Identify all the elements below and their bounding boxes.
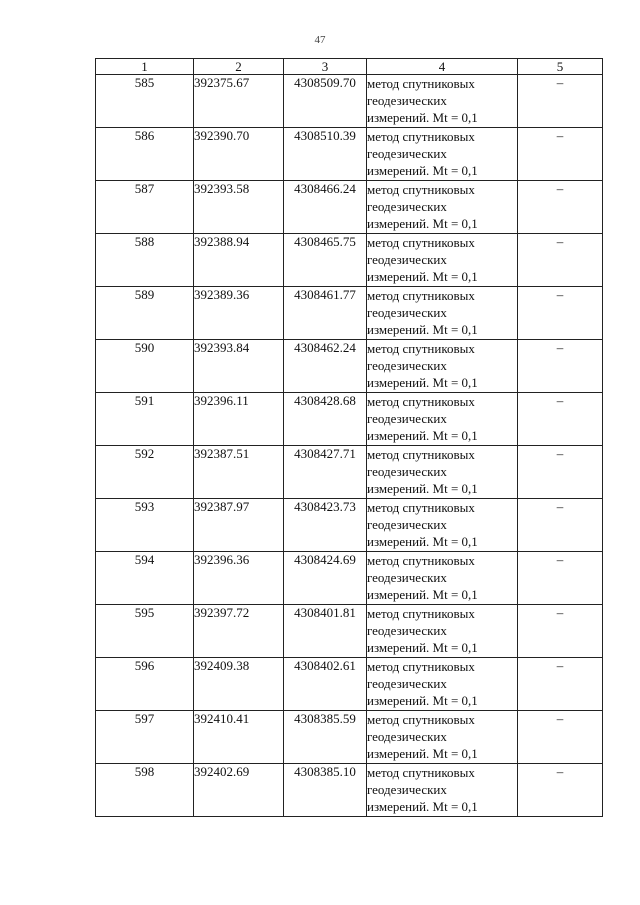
method-cell [367,340,518,393]
point-number: 597 [96,711,194,764]
method-line-2: геодезических [367,676,447,691]
point-number: 588 [96,234,194,287]
method-cell [367,181,518,234]
method-line-1: метод спутниковых [367,765,475,780]
point-number: 593 [96,499,194,552]
table-row [96,287,603,340]
point-number: 587 [96,181,194,234]
method-cell [367,446,518,499]
table-row [96,658,603,711]
note-cell: – [518,499,603,552]
note-cell: – [518,658,603,711]
method-cell [367,75,518,128]
method-line-3: измерений. Mt = 0,1 [367,693,478,708]
method-line-2: геодезических [367,199,447,214]
method-line-3: измерений. Mt = 0,1 [367,587,478,602]
coordinate-x: 392387.97 [194,499,284,552]
coordinate-x: 392388.94 [194,234,284,287]
coordinate-y: 4308427.71 [284,446,367,499]
page-number: 47 [314,34,326,46]
coordinate-y: 4308423.73 [284,499,367,552]
table-row [96,128,603,181]
method-line-3: измерений. Mt = 0,1 [367,110,478,125]
method-line-2: геодезических [367,305,447,320]
method-line-1: метод спутниковых [367,341,475,356]
method-line-1: метод спутниковых [367,129,475,144]
header-col-1: 1 [96,59,194,75]
table-row [96,764,603,817]
point-number: 591 [96,393,194,446]
method-cell [367,711,518,764]
table-row [96,393,603,446]
method-line-2: геодезических [367,358,447,373]
coordinate-x: 392389.36 [194,287,284,340]
note-cell: – [518,552,603,605]
method-cell [367,658,518,711]
method-line-3: измерений. Mt = 0,1 [367,322,478,337]
table-row [96,75,603,128]
coordinate-y: 4308385.10 [284,764,367,817]
coordinate-y: 4308509.70 [284,75,367,128]
method-line-3: измерений. Mt = 0,1 [367,746,478,761]
method-line-1: метод спутниковых [367,235,475,250]
header-col-3: 3 [284,59,367,75]
coordinate-y: 4308466.24 [284,181,367,234]
note-cell: – [518,764,603,817]
coordinate-y: 4308510.39 [284,128,367,181]
method-line-1: метод спутниковых [367,394,475,409]
coordinate-x: 392409.38 [194,658,284,711]
method-line-1: метод спутниковых [367,606,475,621]
coordinate-x: 392393.58 [194,181,284,234]
method-line-2: геодезических [367,517,447,532]
coordinate-y: 4308385.59 [284,711,367,764]
point-number: 589 [96,287,194,340]
method-line-2: геодезических [367,146,447,161]
method-line-1: метод спутниковых [367,288,475,303]
method-cell [367,499,518,552]
point-number: 598 [96,764,194,817]
header-col-5: 5 [518,59,603,75]
method-line-2: геодезических [367,729,447,744]
method-cell [367,128,518,181]
method-line-2: геодезических [367,411,447,426]
point-number: 596 [96,658,194,711]
table-body [96,75,603,817]
note-cell: – [518,287,603,340]
method-line-3: измерений. Mt = 0,1 [367,269,478,284]
coordinate-y: 4308465.75 [284,234,367,287]
table-row [96,446,603,499]
method-cell [367,552,518,605]
coordinate-y: 4308461.77 [284,287,367,340]
coordinate-y: 4308424.69 [284,552,367,605]
table-row [96,711,603,764]
method-cell [367,287,518,340]
point-number: 585 [96,75,194,128]
method-line-3: измерений. Mt = 0,1 [367,799,478,814]
coordinate-y: 4308402.61 [284,658,367,711]
method-line-1: метод спутниковых [367,500,475,515]
table-row [96,340,603,393]
table-row [96,605,603,658]
coordinate-x: 392387.51 [194,446,284,499]
point-number: 592 [96,446,194,499]
coordinate-y: 4308428.68 [284,393,367,446]
note-cell: – [518,711,603,764]
method-line-2: геодезических [367,464,447,479]
table-row [96,499,603,552]
note-cell: – [518,128,603,181]
method-line-1: метод спутниковых [367,182,475,197]
method-line-3: измерений. Mt = 0,1 [367,163,478,178]
method-line-1: метод спутниковых [367,447,475,462]
coordinate-x: 392390.70 [194,128,284,181]
method-line-1: метод спутниковых [367,76,475,91]
method-line-3: измерений. Mt = 0,1 [367,216,478,231]
point-number: 595 [96,605,194,658]
method-line-3: измерений. Mt = 0,1 [367,534,478,549]
header-col-2: 2 [194,59,284,75]
method-line-2: геодезических [367,93,447,108]
table-row [96,552,603,605]
method-cell [367,234,518,287]
coordinate-x: 392393.84 [194,340,284,393]
method-cell [367,764,518,817]
note-cell: – [518,340,603,393]
coordinate-x: 392396.36 [194,552,284,605]
coordinate-x: 392402.69 [194,764,284,817]
table-row [96,234,603,287]
method-line-1: метод спутниковых [367,712,475,727]
header-row [96,59,603,75]
method-cell [367,393,518,446]
method-line-1: метод спутниковых [367,659,475,674]
note-cell: – [518,605,603,658]
method-line-2: геодезических [367,782,447,797]
table-header [96,59,603,75]
coordinate-y: 4308462.24 [284,340,367,393]
coordinates-table [95,58,603,817]
table-row [96,181,603,234]
method-line-2: геодезических [367,252,447,267]
coordinate-x: 392397.72 [194,605,284,658]
coordinate-y: 4308401.81 [284,605,367,658]
point-number: 594 [96,552,194,605]
method-cell [367,605,518,658]
coordinate-x: 392396.11 [194,393,284,446]
method-line-2: геодезических [367,623,447,638]
method-line-3: измерений. Mt = 0,1 [367,375,478,390]
method-line-2: геодезических [367,570,447,585]
coordinate-x: 392410.41 [194,711,284,764]
method-line-3: измерений. Mt = 0,1 [367,481,478,496]
method-line-3: измерений. Mt = 0,1 [367,428,478,443]
method-line-1: метод спутниковых [367,553,475,568]
note-cell: – [518,446,603,499]
note-cell: – [518,393,603,446]
header-col-4: 4 [367,59,518,75]
point-number: 586 [96,128,194,181]
coordinate-x: 392375.67 [194,75,284,128]
method-line-3: измерений. Mt = 0,1 [367,640,478,655]
note-cell: – [518,234,603,287]
point-number: 590 [96,340,194,393]
note-cell: – [518,181,603,234]
note-cell: – [518,75,603,128]
